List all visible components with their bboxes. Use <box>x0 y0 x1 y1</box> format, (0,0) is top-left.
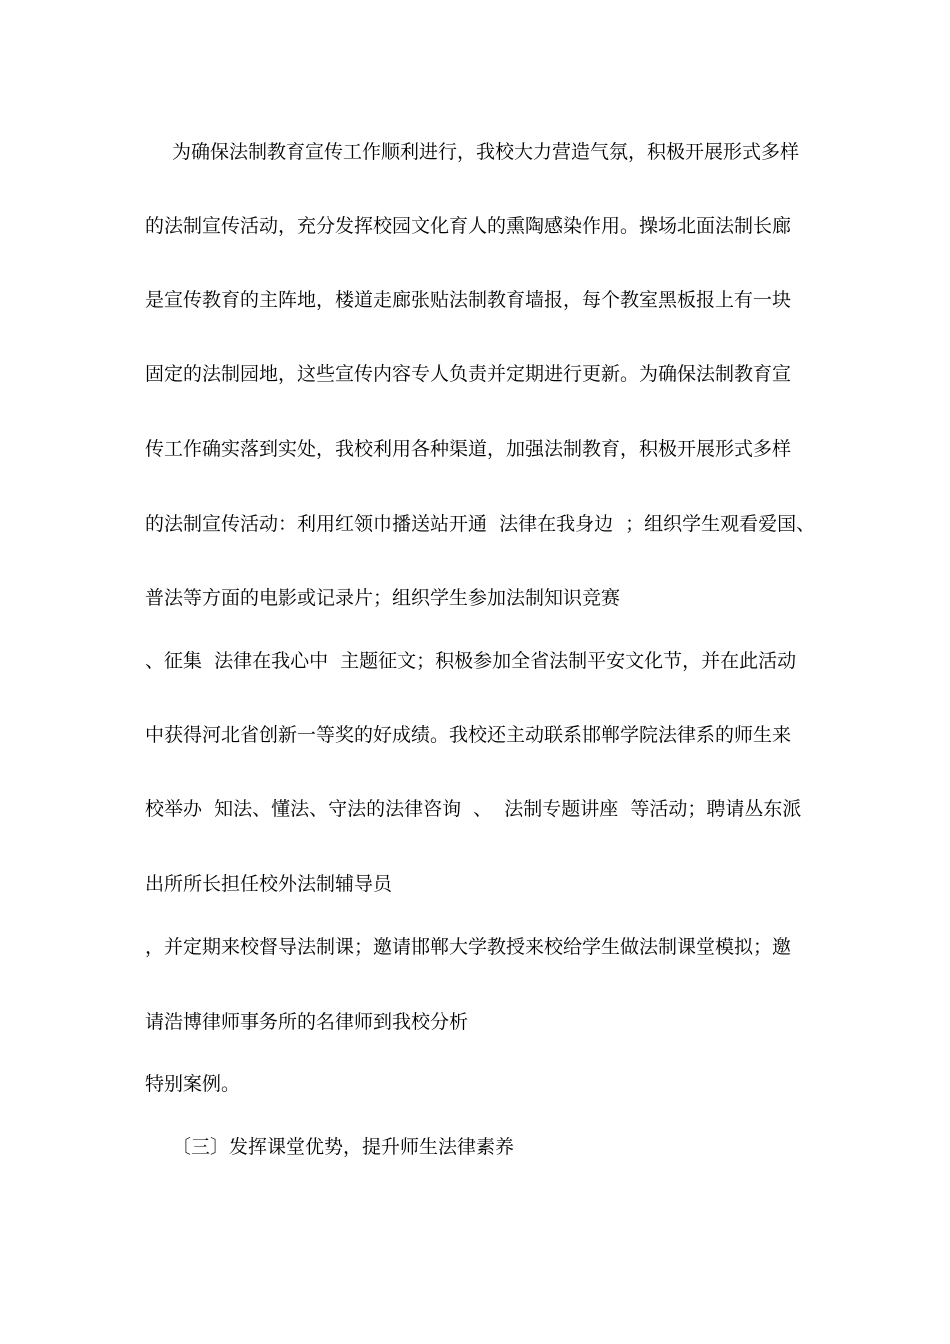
paragraph-line-8: 、征集 法律在我心中 主题征文；积极参加全省法制平安文化节，并在此活动 <box>145 650 797 672</box>
paragraph-line-13: 请浩博律师事务所的名律师到我校分析 <box>145 1011 469 1033</box>
paragraph-line-6: 的法制宣传活动：利用红领巾播送站开通 法律在我身边 ；组织学生观看爱国、 <box>145 513 816 535</box>
paragraph-line-9: 中获得河北省创新一等奖的好成绩。我校还主动联系邯郸学院法律系的师生来 <box>145 724 792 746</box>
paragraph-line-3: 是宣传教育的主阵地，楼道走廊张贴法制教育墙报，每个教室黑板报上有一块 <box>145 289 792 311</box>
paragraph-line-11: 出所所长担任校外法制辅导员 <box>145 873 393 895</box>
paragraph-line-5: 传工作确实落到实处，我校利用各种渠道，加强法制教育，积极开展形式多样 <box>145 438 792 460</box>
paragraph-line-1: 为确保法制教育宣传工作顺利进行，我校大力营造气氛，积极开展形式多样 <box>172 141 800 163</box>
paragraph-line-4: 固定的法制园地，这些宣传内容专人负责并定期进行更新。为确保法制教育宣 <box>145 363 792 385</box>
paragraph-line-12: ，并定期来校督导法制课；邀请邯郸大学教授来校给学生做法制课堂模拟；邀 <box>145 936 792 958</box>
paragraph-line-14: 特别案例。 <box>145 1073 241 1095</box>
section-heading: 〔三〕发挥课堂优势，提升师生法律素养 <box>172 1136 515 1158</box>
paragraph-line-2: 的法制宣传活动，充分发挥校园文化育人的熏陶感染作用。操场北面法制长廊 <box>145 215 792 237</box>
paragraph-line-10: 校举办 知法、懂法、守法的法律咨询 、 法制专题讲座 等活动；聘请丛东派 <box>145 798 802 820</box>
paragraph-line-7: 普法等方面的电影或记录片；组织学生参加法制知识竞赛 <box>145 587 621 609</box>
